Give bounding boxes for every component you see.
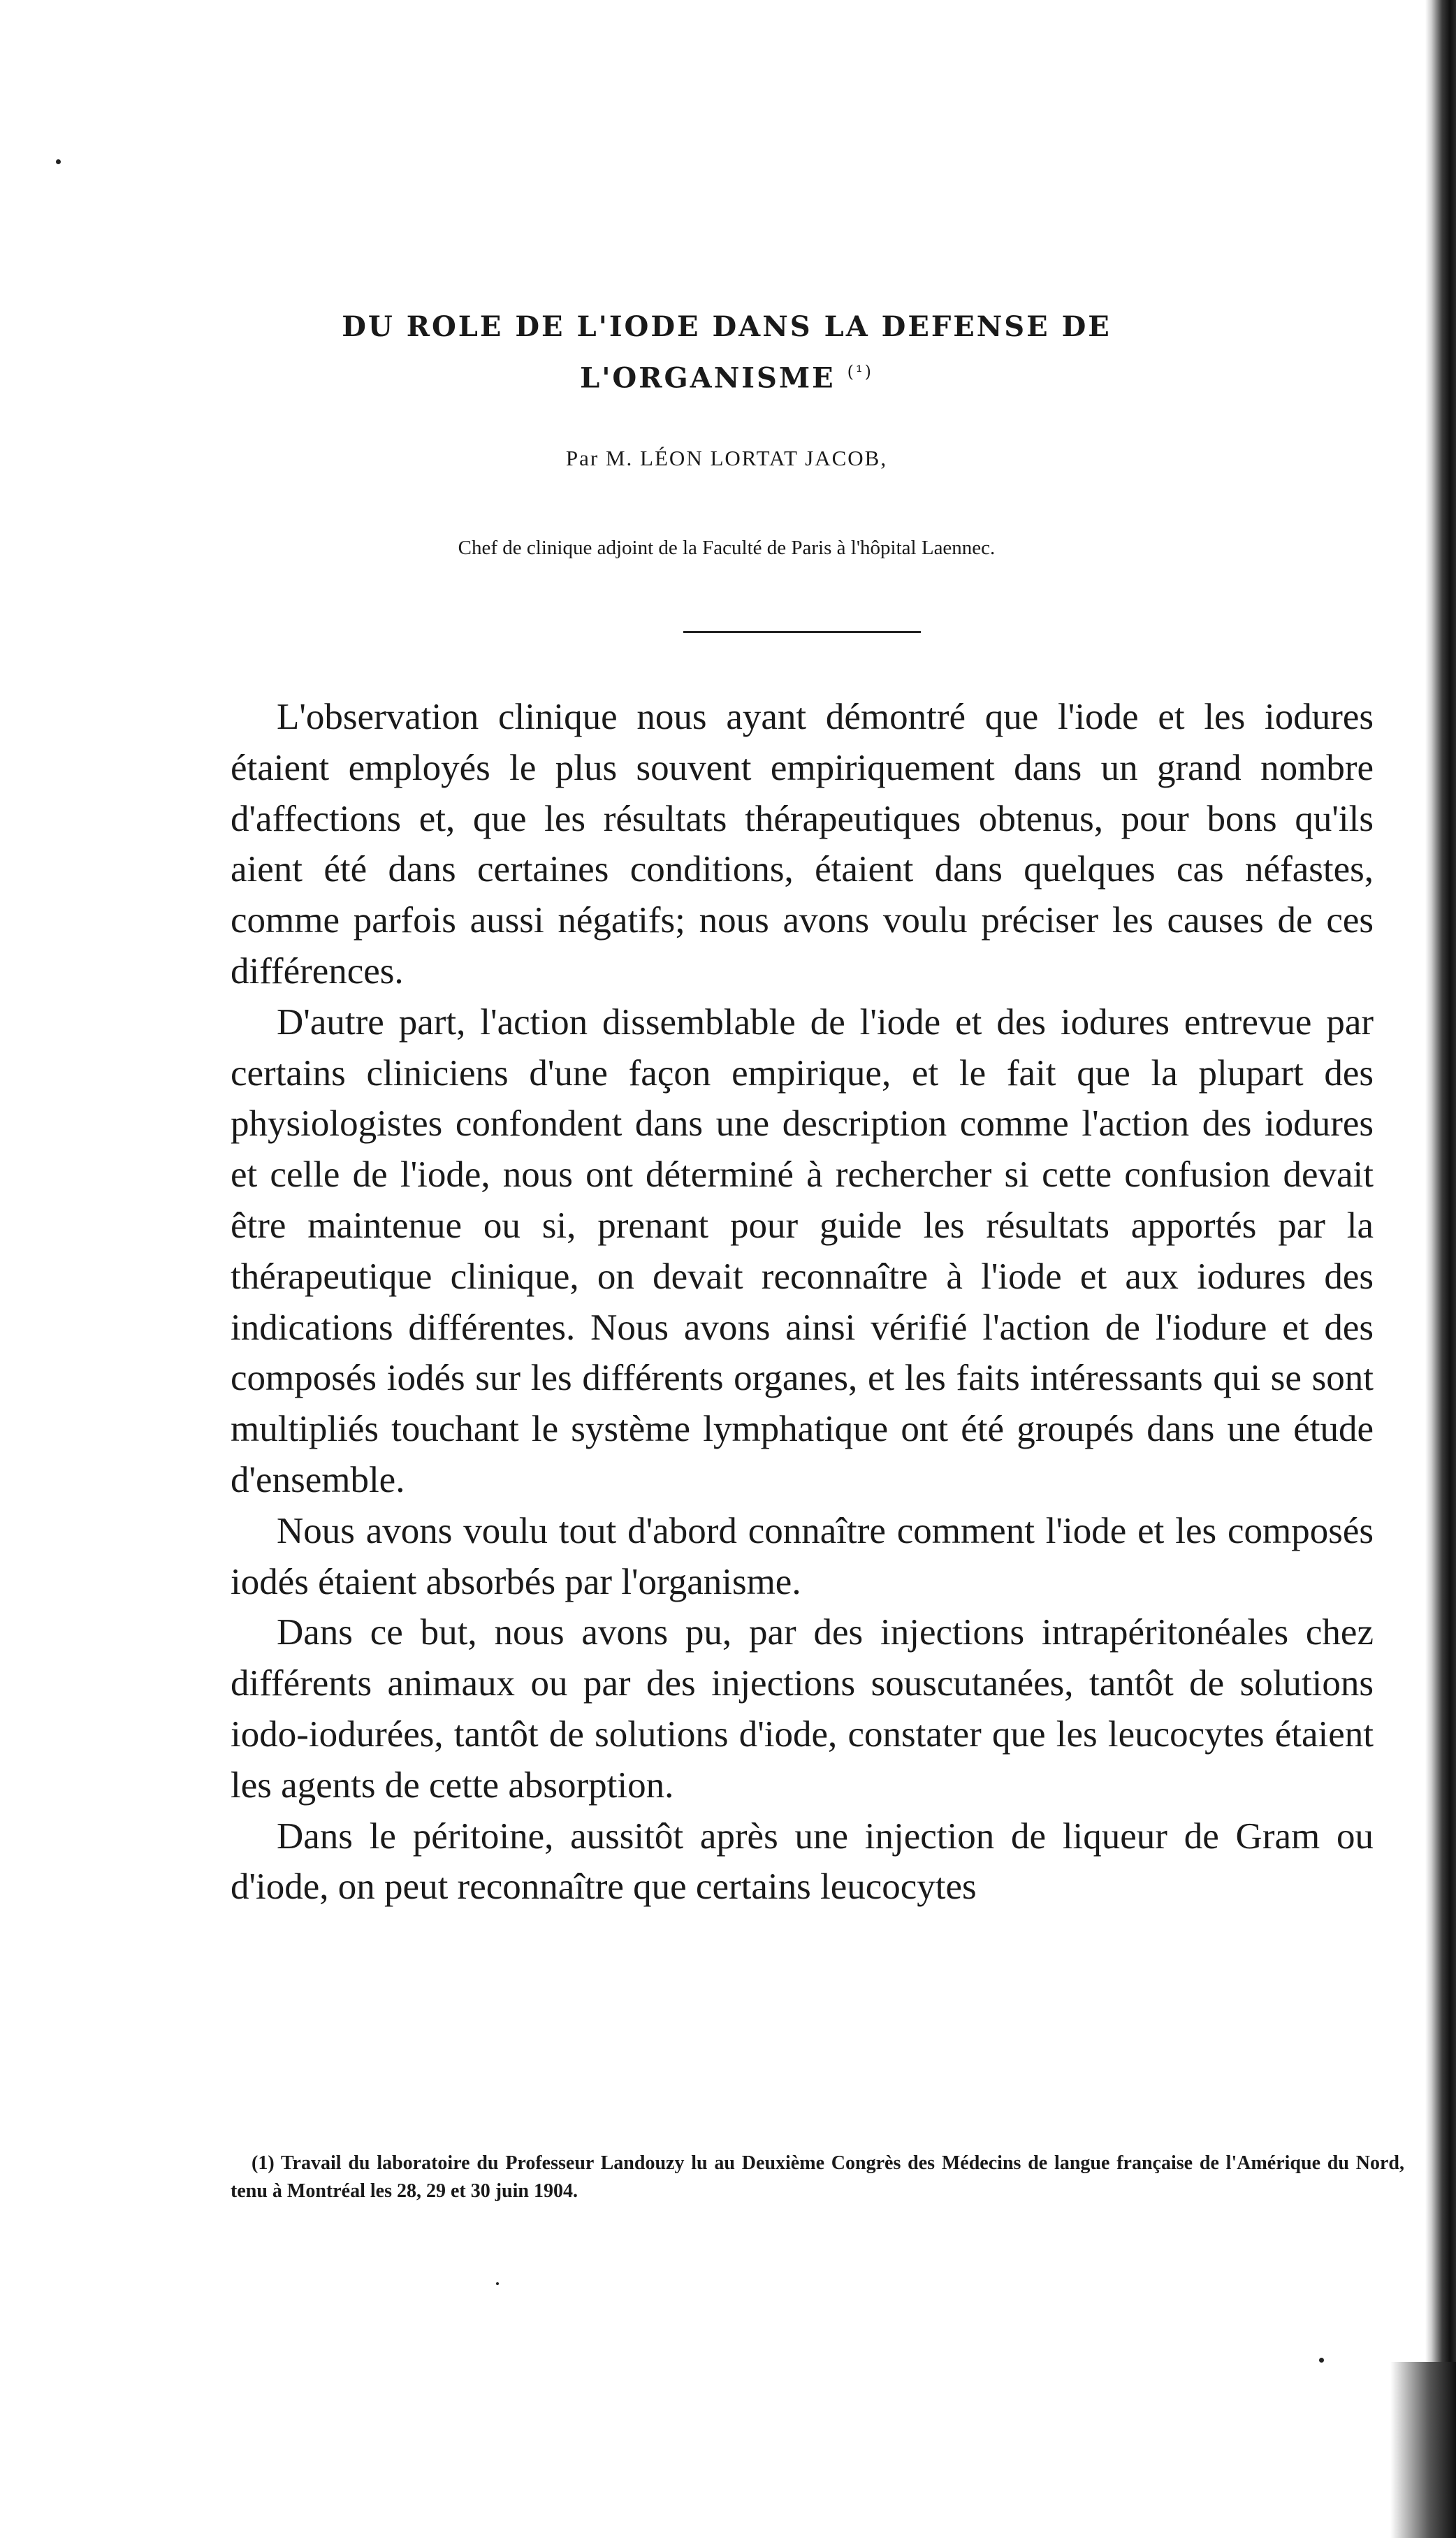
body-paragraph: D'autre part, l'action dissemblable de l'iode et des iodures entrevue par certains cliniciens d'une façon empirique, et le fait que la plupart des physiologistes confondent dans une description comme l'action des iodures et celle de l'iode, nous ont déterminé à rechercher si cette confusion devait être maintenue ou si, prenant pour guide les résultats apportés par la thérapeutique clinique, on devait reconnaître à l'iode et aux iodures des indications différentes. Nous avons ainsi vérifié l'action de l'iodure et des composés iodés sur les différents organes, et les faits intéressants qui se sont multipliés touchant le système lymphatique ont été groupés dans une étude d'ensemble. <box>231 1001 1374 1500</box>
body-paragraph: Dans le péritoine, aussitôt après une injection de liqueur de Gram ou d'iode, on peut reconnaître que certains leucocytes <box>231 1815 1374 1908</box>
scan-speck <box>1319 2358 1324 2363</box>
scan-speck <box>496 2282 499 2285</box>
author-line: Par M. LÉON LORTAT JACOB, <box>565 446 888 470</box>
title-footnote-marker: (¹) <box>847 362 873 382</box>
body-paragraph: Nous avons voulu tout d'abord connaître comment l'iode et les composés iodés étaient absorbés par l'organisme. <box>231 1510 1374 1602</box>
author-affiliation: Chef de clinique adjoint de la Faculté de Paris à l'hôpital Laennec. <box>458 537 996 559</box>
body-paragraph: Dans ce but, nous avons pu, par des injections intrapéritonéales chez différents animaux ou par des injections souscutanées, tantôt de solutions iodo-iodurées, tantôt de solutions d'iode, constater que les leucocytes étaient les agents de cette absorption. <box>231 1612 1374 1806</box>
article-title <box>265 305 1188 400</box>
scan-speck <box>56 159 61 164</box>
page-edge-shadow-bottom <box>1390 2362 1456 2538</box>
footnote: (1) Travail du laboratoire du Professeur Landouzy lu au Deuxième Congrès des Médecins de langue française de l'Amérique du Nord, tenu à Montréal les 28, 29 et 30 juin 1904. <box>231 2152 1404 2202</box>
article-body <box>231 692 1374 1913</box>
title-separator-rule <box>683 631 921 633</box>
body-paragraph: L'observation clinique nous ayant démontré que l'iode et les iodures étaient employés le plus souvent empiriquement dans un grand nombre d'affections et, que les résultats thérapeutiques obtenus, pour bons qu'ils aient été dans certaines conditions, étaient dans quelques cas néfastes, comme parfois aussi négatifs; nous avons voulu préciser les causes de ces différences. <box>231 697 1374 992</box>
article-title-text: DU ROLE DE L'IODE DANS LA DEFENSE DE L'ORGANISME <box>342 310 1112 395</box>
page-edge-shadow <box>1425 0 1456 2538</box>
